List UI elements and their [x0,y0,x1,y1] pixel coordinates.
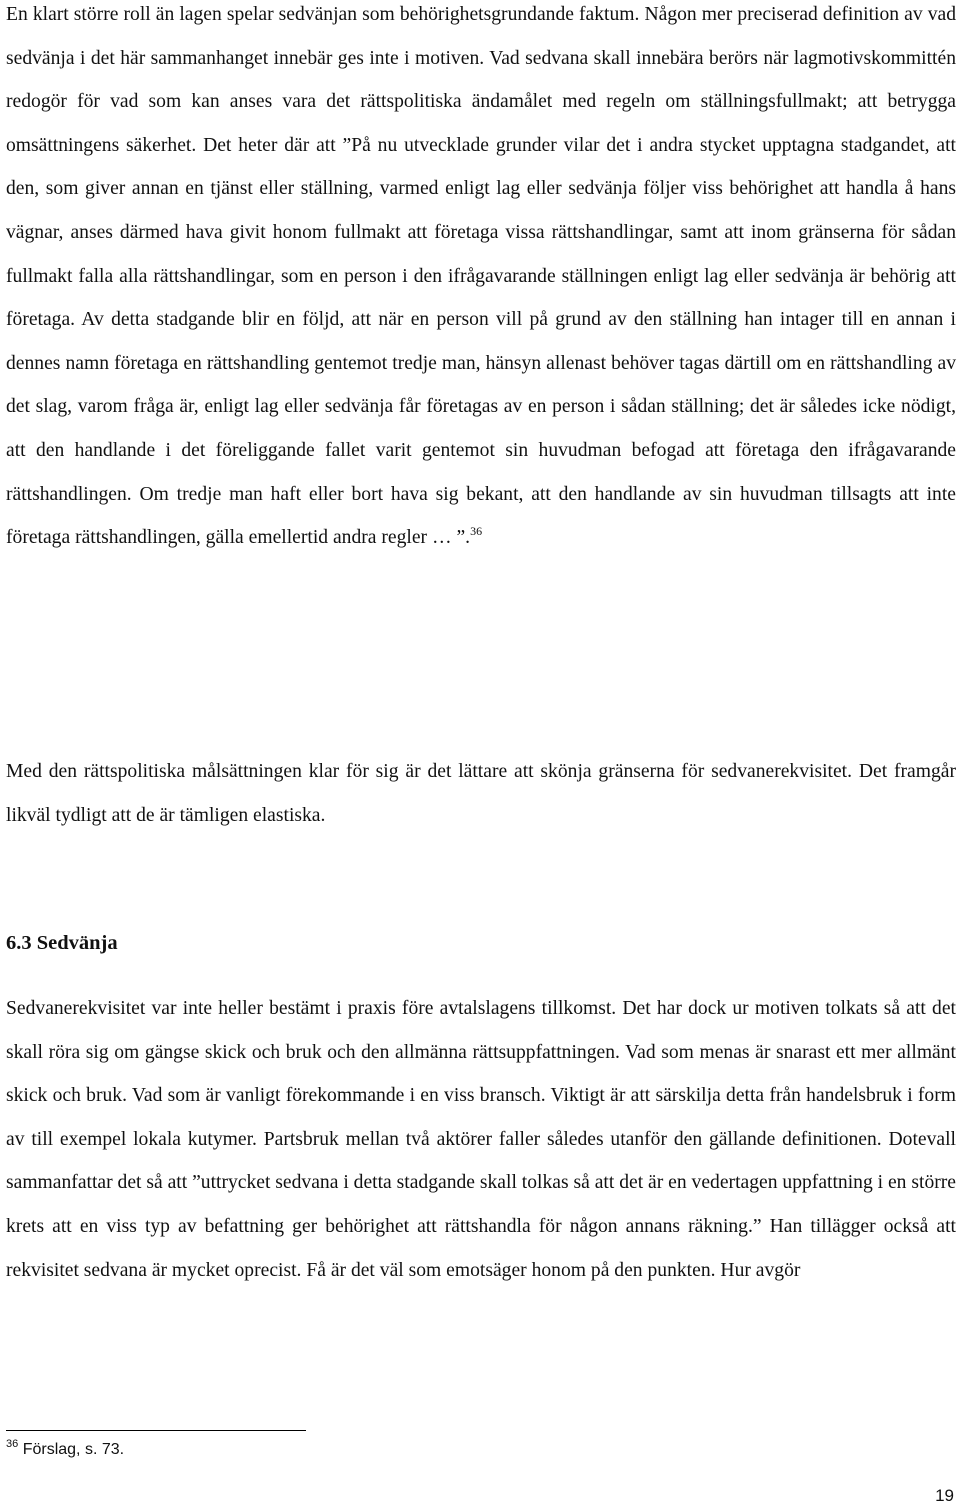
paragraph-rattspolitisk-malsattning [6,750,956,837]
paragraph-sedvanerekvisitet [6,987,956,1292]
footnote [6,1439,124,1461]
footnote-number: 36 [6,1438,19,1450]
footnote-divider [6,1430,306,1431]
page-number: 19 [935,1486,954,1505]
paragraph-text: En klart större roll än lagen spelar sedvänjan som behörighetsgrundande faktum. Någon mer preciserad definition av vad sedvänja i det här sammanhanget innebär ges inte i motiven. Vad sedvana skall innebära berörs när lagmotivskommittén redogör för vad som kan anses vara det rättspolitiska ändamålet med regeln om ställningsfullmakt; att betrygga omsättningens säkerhet. Det heter där att ”På nu utvecklade grunder vilar det i andra stycket upptagna stadgandet, att den, som giver annan en tjänst eller ställning, varmed enligt lag eller sedvänja följer viss behörighet att handla å hans vägnar, anses därmed hava givit honom fullmakt att företaga vissa rättshandlingar, samt att inom gränserna för sådan fullmakt falla alla rättshandlingar, som en person i den ifrågavarande ställningen enligt lag eller sedvänja är behörig att företaga. Av detta stadgande blir en följd, att när en person vill på grund av den ställning han intager till en annan i dennes namn företaga en rättshandling gentemot tredje man, hänsyn allenast behöver tagas därtill om en rättshandling av det slag, varom fråga är, enligt lag eller sedvänja får företagas av en person i sådan ställning; det är således icke nödigt, att den handlande i det föreliggande fallet varit gentemot sin huvudman befogad att företaga den ifrågavarande rättshandlingen. Om tredje man haft eller bort hava sig bekant, att den handlande av sin huvudman tillsagts att inte företaga rättshandlingen, gälla emellertid andra regler … ”. [6,4,956,549]
footnote-reference[interactable]: 36 [470,524,483,539]
footnote-text: Förslag, s. 73. [22,1441,125,1458]
paragraph-text: Sedvanerekvisitet var inte heller bestämt i praxis före avtalslagens tillkomst. Det har dock ur motiven tolkats så att det skall röra sig om gängse skick och bruk och den allmänna rättsuppfattningen. Vad som menas är snarast ett mer allmänt skick och bruk. Vad som är vanligt förekommande i en viss bransch. Viktigt är att särskilja detta från handelsbruk i form av till exempel lokala kutymer. Partsbruk mellan två aktörer faller således utanför den gällande definitionen. Dotevall sammanfattar det så att ”uttrycket sedvana i detta stadgande skall tolkas så att det är en vedertagen uppfattning i en större krets att en viss typ av befattning ger behörighet att rättshandla för någon annans räkning.” Han tillägger också att rekvisitet sedvana är mycket oprecist. Få är det väl som emotsäger honom på den punkten. Hur avgör [6,998,956,1281]
paragraph-text: Med den rättspolitiska målsättningen klar för sig är det lättare att skönja gränserna för sedvanerekvisitet. Det framgår likväl tydligt att de är tämligen elastiska. [6,761,956,826]
paragraph-behorighet-sedvanja [6,0,956,560]
section-heading: 6.3 Sedvänja [6,932,118,954]
